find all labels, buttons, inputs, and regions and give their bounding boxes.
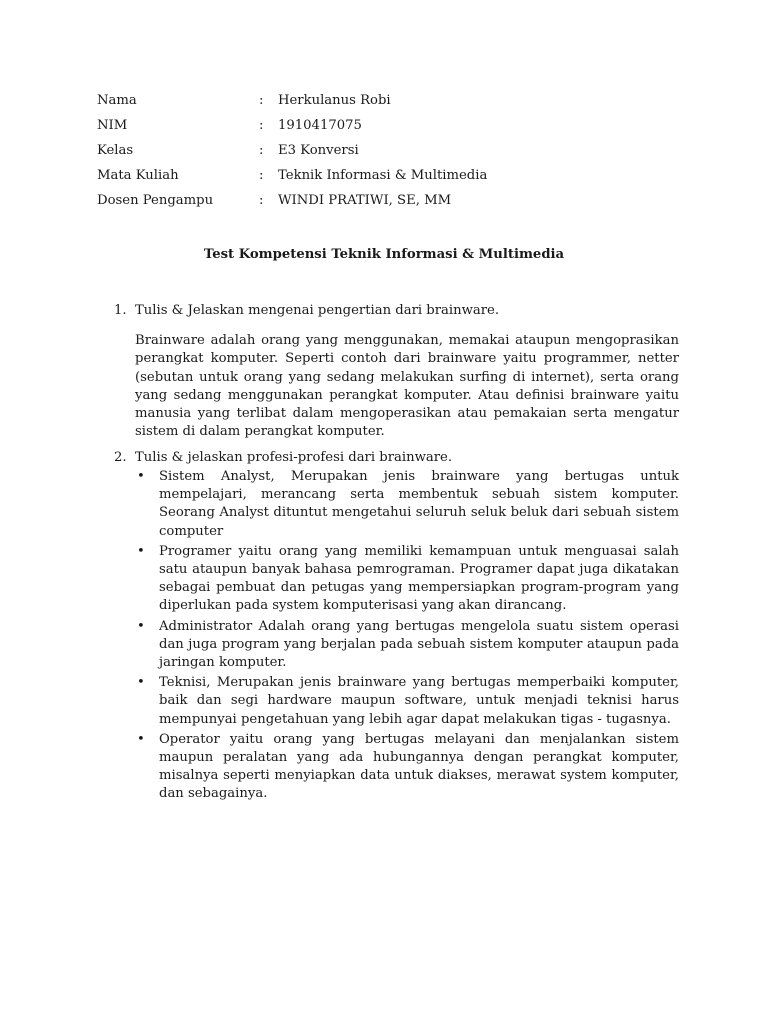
- info-value: 1910417075: [278, 118, 362, 133]
- list-item-text: Operator yaitu orang yang bertugas melayani dan menjalankan sistem maupun peralatan yang ada hubungannya dengan perangkat komputer, misalnya seperti menyiapkan data untuk diakses, merawat system komputer, dan sebagainya.: [159, 731, 679, 802]
- info-label: NIM: [97, 118, 128, 133]
- bullet-icon: •: [137, 543, 145, 559]
- profession-list: [137, 468, 679, 806]
- answer-paragraph: Brainware adalah orang yang menggunakan, memakai ataupun mengoprasikan perangkat komputer. Seperti contoh dari brainware yaitu programmer, netter (sebutan untuk orang yang sedang melakukan surfing di internet), serta orang yang sedang menggunakan perangkat komputer. Atau definisi brainware yaitu manusia yang terlibat dalam mengoperasikan atau pemakaian serta mengatur sistem di dalam perangkat komputer.: [135, 333, 679, 440]
- document-title: Test Kompetensi Teknik Informasi & Multimedia: [203, 247, 565, 262]
- list-item-text: Administrator Adalah orang yang bertugas mengelola suatu sistem operasi dan juga program yang berjalan pada sebuah sistem komputer ataupun pada jaringan komputer.: [159, 618, 679, 671]
- list-item-administrator: [137, 618, 679, 673]
- info-colon: :: [259, 143, 264, 158]
- question-number: 1.: [114, 303, 127, 318]
- info-row-course: [97, 166, 487, 191]
- info-label: Mata Kuliah: [97, 168, 179, 183]
- info-value: Teknik Informasi & Multimedia: [278, 168, 488, 183]
- info-row-nim: [97, 116, 487, 141]
- info-colon: :: [259, 118, 264, 133]
- bullet-icon: •: [137, 618, 145, 634]
- info-row-class: [97, 141, 487, 166]
- info-value: Herkulanus Robi: [278, 93, 391, 108]
- list-item-system-analyst: [137, 468, 679, 541]
- info-colon: :: [259, 193, 264, 208]
- list-item-text: Sistem Analyst, Merupakan jenis brainware yang bertugas untuk mempelajari, merancang serta membentuk sebuah sistem komputer. Seorang Analyst dituntut mengetahui seluruh seluk beluk dari sebuah sistem computer: [159, 469, 679, 539]
- info-colon: :: [259, 93, 264, 108]
- list-item-text: Teknisi, Merupakan jenis brainware yang bertugas memperbaiki komputer, baik dan segi hardware maupun software, untuk menjadi teknisi harus mempunyai pengetahuan yang lebih agar dapat melakukan tigas - tugasnya.: [159, 675, 679, 727]
- bullet-icon: •: [137, 675, 145, 691]
- question-number: 2.: [114, 450, 127, 465]
- bullet-icon: •: [137, 731, 145, 747]
- info-value: E3 Konversi: [278, 143, 359, 158]
- list-item-operator: [137, 731, 679, 804]
- info-label: Nama: [97, 93, 137, 108]
- info-label: Kelas: [97, 143, 134, 158]
- info-value: WINDI PRATIWI, SE, MM: [278, 193, 452, 208]
- student-info: [97, 91, 487, 216]
- info-row-name: [97, 91, 487, 116]
- info-colon: :: [259, 168, 264, 183]
- question-text: Tulis & jelaskan profesi-profesi dari brainware.: [135, 450, 453, 465]
- info-row-lecturer: [97, 191, 487, 216]
- list-item-programmer: [137, 543, 679, 616]
- list-item-text: Programer yaitu orang yang memiliki kemampuan untuk menguasai salah satu ataupun banyak bahasa pemrograman. Programer dapat juga dikatakan sebagai pembuat dan petugas yang mempersiapkan program-program yang diperlukan pada system komputerisasi yang akan dirancang.: [159, 543, 679, 614]
- list-item-technician: [137, 674, 679, 729]
- question-text: Tulis & Jelaskan mengenai pengertian dari brainware.: [135, 303, 500, 318]
- bullet-icon: •: [137, 469, 145, 484]
- info-label: Dosen Pengampu: [97, 193, 214, 208]
